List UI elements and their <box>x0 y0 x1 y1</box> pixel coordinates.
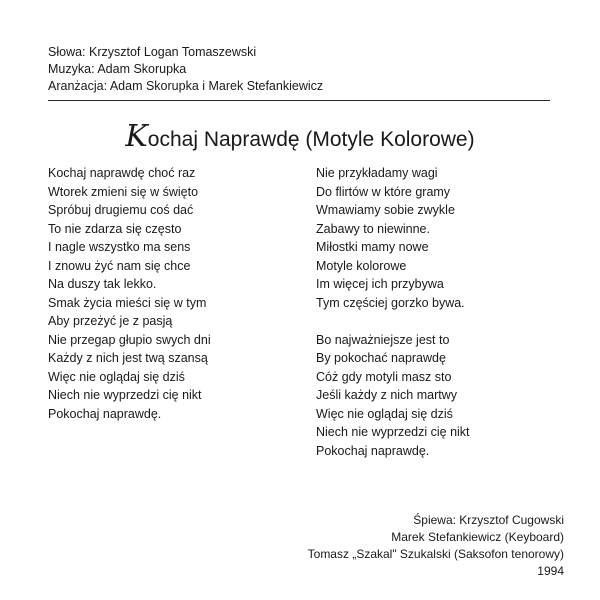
lyric-line: Aby przeżyć je z pasją <box>48 314 173 328</box>
lyric-line: Każdy z nich jest twą szansą <box>48 351 208 365</box>
credits-block <box>48 44 323 95</box>
stanza-gap <box>316 312 470 331</box>
lyric-line: Smak życia mieści się w tym <box>48 295 207 310</box>
lyric-line: Pokochaj naprawdę. <box>316 443 430 458</box>
lyric-line: Niech nie wyprzedzi cię nikt <box>316 425 470 439</box>
lyric-line: Spróbuj drugiemu coś dać <box>48 203 194 217</box>
song-title <box>0 120 600 157</box>
keyboard-credit: Marek Stefankiewicz (Keyboard) <box>391 530 564 544</box>
vocalist-credit: Śpiewa: Krzysztof Cugowski <box>413 513 564 527</box>
lyric-line: By pokochać naprawdę <box>316 351 446 365</box>
lyric-line: Wmawiamy sobie zwykle <box>316 203 455 217</box>
lyric-line: Więc nie oglądaj się dziś <box>316 406 453 421</box>
lyric-line: Nie przegap głupio swych dni <box>48 332 211 347</box>
lyric-line: Pokochaj naprawdę. <box>48 406 162 421</box>
lyrics-credit: Słowa: Krzysztof Logan Tomaszewski <box>48 45 257 59</box>
lyric-line: To nie zdarza się często <box>48 221 182 236</box>
lyric-line: Cóż gdy motyli masz sto <box>316 369 452 384</box>
lyric-line: Na duszy tak lekko. <box>48 277 157 291</box>
lyrics-right-column <box>316 164 470 460</box>
lyric-line: Im więcej ich przybywa <box>316 277 444 291</box>
lyric-line: Nie przykładamy wagi <box>316 166 438 180</box>
lyric-line: I znowu żyć nam się chce <box>48 258 191 273</box>
lyric-line: Jeśli każdy z nich martwy <box>316 388 458 402</box>
lyrics-left-column <box>48 164 211 423</box>
lyric-line: Miłostki mamy nowe <box>316 240 429 254</box>
lyric-line: I nagle wszystko ma sens <box>48 240 191 254</box>
lyric-line: Niech nie wyprzedzi cię nikt <box>48 388 202 402</box>
performers-block <box>308 512 564 580</box>
lyric-line: Zabawy to niewinne. <box>316 221 430 236</box>
music-credit: Muzyka: Adam Skorupka <box>48 62 187 76</box>
header-divider <box>48 100 550 101</box>
title-text: ochaj Naprawdę (Motyle Kolorowe) <box>147 128 475 151</box>
lyric-line: Tym częściej gorzko bywa. <box>316 295 465 310</box>
lyric-line: Więc nie oglądaj się dziś <box>48 369 185 384</box>
lyric-line: Kochaj naprawdę choć raz <box>48 166 196 180</box>
saxophone-credit: Tomasz „Szakal" Szukalski (Saksofon tenorowy) <box>307 547 564 561</box>
title-initial: K <box>125 119 148 154</box>
lyric-line: Motyle kolorowe <box>316 258 407 273</box>
arrangement-credit: Aranżacja: Adam Skorupka i Marek Stefankiewicz <box>48 79 324 93</box>
lyric-line: Bo najważniejsze jest to <box>316 332 450 347</box>
lyric-line: Do flirtów w które gramy <box>316 184 451 199</box>
year: 1994 <box>537 564 564 578</box>
lyric-line: Wtorek zmieni się w święto <box>48 184 199 199</box>
